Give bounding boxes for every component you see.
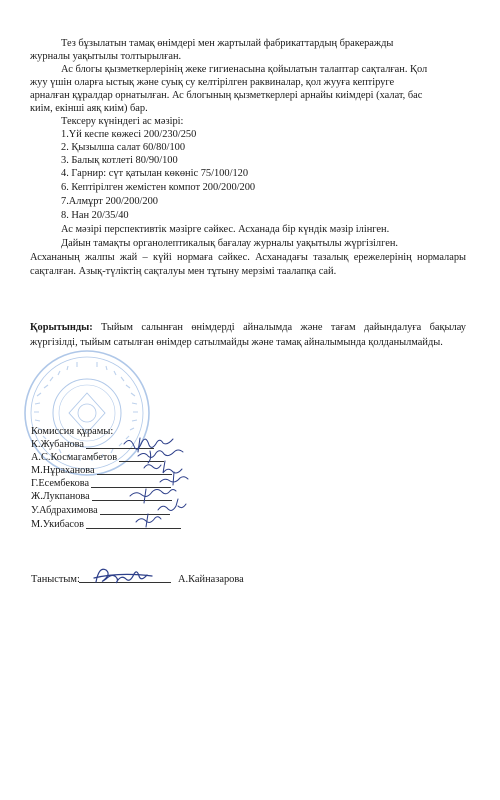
menu-item: 8. Нан 20/35/40 xyxy=(61,210,129,221)
body-paragraph-2-line-2: жуу үшін оларға ыстық және суық су келтірілген раквиналар, қол жууға кептіруге xyxy=(30,77,395,88)
body-paragraph-1-line-1: Тез бұзылатын тамақ өнімдері мен жартылай фабрикаттардың бракеражды xyxy=(61,38,394,49)
acquaintance-label: Таныстым: xyxy=(31,574,80,585)
body-paragraph-5: Асхананың жалпы жай – күйі нормаға сәйкес. Асханадағы тазалық ережелерінің нормалары сақталған. Азық-түліктің сақталуы мен тұтыну мерзімі таалапқа сай. xyxy=(30,252,466,277)
commission-title: Комиссия құрамы: xyxy=(31,426,114,437)
menu-title: Тексеру күніндегі ас мәзірі: xyxy=(61,116,184,127)
commission-member-name: У.Абдрахимова xyxy=(31,505,98,516)
acquaintance-name: А.Кайназарова xyxy=(178,574,244,585)
commission-member-name: Г.Есембекова xyxy=(31,478,90,489)
commission-member-name: А.С.Космагамбетов xyxy=(31,452,118,463)
conclusion-text: Тыйым салынған өнімдерді айналымда және тағам дайындалуға бақылау жүргізілді, тыйым сатылған өнімдер сатылмайды және тамақ айналымында қолданылмайды. xyxy=(30,322,466,348)
body-paragraph-2-line-3: арналған құралдар орнатылған. Ас блогының қызметкерлері арнайы киімдері (халат, бас xyxy=(30,90,423,101)
menu-item: 7.Алмұрт 200/200/200 xyxy=(61,196,158,207)
body-paragraph-3: Ас мәзірі перспективтік мәзірге сәйкес. Асханада бір күндік мәзір ілінген. xyxy=(61,224,390,235)
menu-item: 1.Үй кеспе көжесі 200/230/250 xyxy=(61,129,197,140)
body-paragraph-2-line-1: Ас блогы қызметкерлерінің жеке гигиенасына қойылатын талаптар сақталған. Қол xyxy=(61,64,428,75)
body-paragraph-2-line-4: киім, екінші аяқ киім) бар. xyxy=(30,103,148,114)
body-paragraph-4: Дайын тамақты органолептикалық бағалау журналы уақытылы жүргізілген. xyxy=(61,238,399,249)
conclusion-label: Қорытынды: xyxy=(30,322,93,333)
body-paragraph-1-line-2: журналы уақытылы толтырылған. xyxy=(30,51,182,62)
acquaintance-signature-graphic xyxy=(90,560,160,590)
menu-item: 6. Кептірілген жемістен компот 200/200/200 xyxy=(61,182,256,193)
commission-member-name: М.Укибасов xyxy=(31,519,85,530)
menu-item: 3. Балық котлеті 80/90/100 xyxy=(61,155,178,166)
commission-member-name: М.Нұраханова xyxy=(31,465,95,476)
conclusion-paragraph xyxy=(30,320,466,350)
menu-item: 2. Қызылша салат 60/80/100 xyxy=(61,142,186,153)
commission-member-name: Ж.Лукпанова xyxy=(31,491,90,502)
menu-item: 4. Гарнир: сүт қатылан көкөніс 75/100/120 xyxy=(61,168,249,179)
commission-signatures-graphic xyxy=(110,430,230,530)
commission-member-name: К.Жубанова xyxy=(31,439,84,450)
